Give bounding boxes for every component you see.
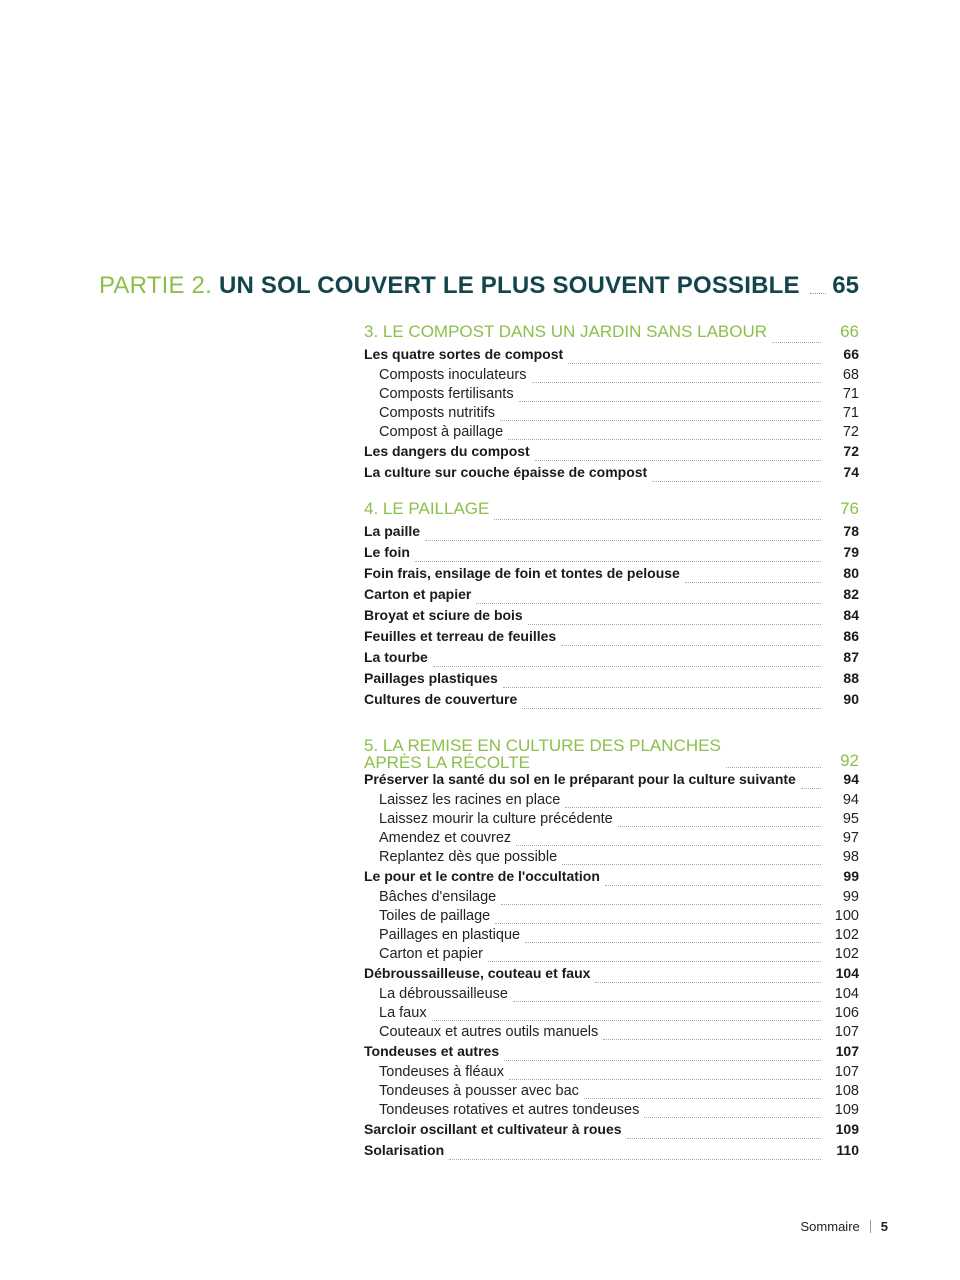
entry-page-number: 90 [843, 691, 859, 707]
dot-leader [568, 363, 821, 364]
toc-entry[interactable] [364, 464, 859, 485]
chapter-title: 3. LE COMPOST DANS UN JARDIN SANS LABOUR [364, 322, 768, 341]
dot-leader [726, 767, 821, 768]
entry-page-number: 107 [834, 1024, 859, 1040]
dot-leader [652, 481, 821, 482]
entry-title: Toiles de paillage [379, 908, 491, 924]
chapter-title-line: 5. LA REMISE EN CULTURE DES PLANCHES [364, 736, 721, 755]
toc-subentry[interactable] [364, 792, 859, 811]
dot-leader [810, 293, 827, 294]
dot-leader [644, 1117, 821, 1118]
toc-subentry[interactable] [364, 811, 859, 830]
chapter-page-number: 92 [840, 751, 859, 770]
entry-title: Cultures de couverture [364, 691, 518, 707]
footer-page-number: 5 [880, 1219, 888, 1234]
toc-subentry[interactable] [364, 405, 859, 424]
entry-title: Replantez dès que possible [379, 849, 558, 865]
entry-title: Le pour et le contre de l'occultation [364, 868, 600, 884]
entry-title: Foin frais, ensilage de foin et tontes de pelouse [364, 565, 680, 581]
entry-title: Broyat et sciure de bois [364, 607, 523, 623]
entry-page-number: 100 [834, 908, 859, 924]
entry-page-number: 107 [834, 1064, 859, 1080]
dot-leader [535, 460, 821, 461]
footer-separator [870, 1220, 871, 1233]
entry-title: Paillages plastiques [364, 670, 498, 686]
entry-title: Paillages en plastique [379, 927, 521, 943]
dot-leader [562, 864, 821, 865]
entry-page-number: 99 [843, 868, 859, 884]
toc-subentry[interactable] [364, 1083, 859, 1102]
dot-leader [603, 1039, 821, 1040]
dot-leader [519, 401, 821, 402]
toc-entry[interactable] [364, 346, 859, 367]
dot-leader [433, 666, 821, 667]
entry-page-number: 97 [842, 830, 859, 846]
entry-title: La faux [379, 1005, 427, 1021]
dot-leader [432, 1020, 821, 1021]
entry-page-number: 109 [834, 1102, 859, 1118]
toc-subentry[interactable] [364, 1024, 859, 1043]
dot-leader [595, 982, 821, 983]
dot-leader [509, 1079, 821, 1080]
toc-subentry[interactable] [364, 908, 859, 927]
toc-subentry[interactable] [364, 927, 859, 946]
part-label: PARTIE 2. [99, 272, 212, 299]
dot-leader [508, 439, 821, 440]
entry-title: Préserver la santé du sol en le préparant pour la culture suivante [364, 771, 796, 787]
dot-leader [516, 845, 821, 846]
toc-chapter-4 [364, 499, 859, 712]
entry-page-number: 94 [843, 771, 859, 787]
entry-page-number: 71 [842, 386, 859, 402]
entry-title: Composts inoculateurs [379, 367, 527, 383]
entry-title: Compost à paillage [379, 424, 504, 440]
part-heading [99, 272, 859, 300]
toc-entry[interactable] [364, 1121, 859, 1142]
entry-page-number: 74 [843, 464, 859, 480]
entry-title: Débroussailleuse, couteau et faux [364, 965, 591, 981]
entry-title: Tondeuses et autres [364, 1043, 500, 1059]
dot-leader [504, 1060, 821, 1061]
dot-leader [685, 582, 821, 583]
toc-entry[interactable] [364, 771, 859, 792]
footer-section: Sommaire [800, 1219, 860, 1234]
toc-entry[interactable] [364, 1043, 859, 1064]
toc-entry[interactable] [364, 691, 859, 712]
entry-title: Sarcloir oscillant et cultivateur à roues [364, 1121, 622, 1137]
part-page-number: 65 [832, 272, 859, 299]
chapter-heading[interactable] [364, 727, 859, 771]
entry-page-number: 80 [843, 565, 859, 581]
entry-page-number: 88 [843, 670, 859, 686]
entry-page-number: 104 [835, 965, 859, 981]
toc-entry[interactable] [364, 649, 859, 670]
entry-title: Les dangers du compost [364, 443, 530, 459]
entry-page-number: 106 [834, 1005, 859, 1021]
chapter-title [364, 737, 721, 771]
entry-title: La débroussailleuse [379, 986, 508, 1002]
dot-leader [627, 1138, 821, 1139]
dot-leader [425, 540, 821, 541]
toc-entry[interactable] [364, 523, 859, 544]
toc-entry[interactable] [364, 586, 859, 607]
entry-page-number: 110 [836, 1142, 859, 1158]
dot-leader [584, 1098, 821, 1099]
dot-leader [494, 519, 821, 520]
dot-leader [503, 687, 821, 688]
entry-page-number: 94 [842, 792, 859, 808]
entry-title: Feuilles et terreau de feuilles [364, 628, 557, 644]
toc-entry[interactable] [364, 1142, 859, 1163]
toc-subentry[interactable] [364, 830, 859, 849]
chapter-page-number: 76 [840, 499, 859, 518]
dot-leader [772, 342, 821, 343]
chapter-heading[interactable] [364, 322, 859, 346]
toc-entry[interactable] [364, 607, 859, 628]
toc-subentry[interactable] [364, 1064, 859, 1083]
toc-subentry[interactable] [364, 849, 859, 868]
toc-subentry[interactable] [364, 889, 859, 908]
dot-leader [801, 788, 821, 789]
chapter-title: 4. LE PAILLAGE [364, 499, 490, 518]
entry-title: Carton et papier [364, 586, 472, 602]
toc-entry[interactable] [364, 565, 859, 586]
entry-page-number: 107 [835, 1043, 859, 1059]
entry-page-number: 79 [843, 544, 859, 560]
entry-title: Tondeuses à fléaux [379, 1064, 504, 1080]
toc-entry[interactable] [364, 443, 859, 464]
dot-leader [605, 885, 821, 886]
toc-subentry[interactable] [364, 424, 859, 443]
entry-page-number: 71 [842, 405, 859, 421]
dot-leader [565, 807, 821, 808]
dot-leader [501, 904, 821, 905]
entry-page-number: 109 [835, 1121, 859, 1137]
page-footer [801, 1219, 888, 1234]
dot-leader [476, 603, 821, 604]
dot-leader [561, 645, 821, 646]
entry-page-number: 104 [834, 986, 859, 1002]
entry-title: Amendez et couvrez [379, 830, 512, 846]
entry-page-number: 102 [834, 927, 859, 943]
dot-leader [528, 624, 821, 625]
dot-leader [449, 1159, 821, 1160]
entry-title: Tondeuses à pousser avec bac [379, 1083, 579, 1099]
toc-entry[interactable] [364, 544, 859, 565]
dot-leader [488, 961, 821, 962]
entry-page-number: 99 [842, 889, 859, 905]
entry-title: Bâches d'ensilage [379, 889, 497, 905]
toc-chapter-5 [364, 727, 859, 1163]
entry-title: Le foin [364, 544, 410, 560]
part-title: UN SOL COUVERT LE PLUS SOUVENT POSSIBLE [218, 272, 800, 299]
toc-subentry[interactable] [364, 946, 859, 965]
toc-entry[interactable] [364, 628, 859, 649]
dot-leader [513, 1001, 821, 1002]
entry-page-number: 78 [843, 523, 859, 539]
dot-leader [618, 826, 821, 827]
toc-subentry[interactable] [364, 367, 859, 386]
entry-page-number: 102 [834, 946, 859, 962]
toc-subentry[interactable] [364, 1102, 859, 1121]
toc-entry[interactable] [364, 670, 859, 691]
entry-title: Laissez les racines en place [379, 792, 561, 808]
toc-subentry[interactable] [364, 386, 859, 405]
chapter-page-number: 66 [840, 322, 859, 341]
toc-entry[interactable] [364, 965, 859, 986]
toc-entry[interactable] [364, 868, 859, 889]
dot-leader [415, 561, 821, 562]
entry-page-number: 84 [843, 607, 859, 623]
entry-page-number: 82 [843, 586, 859, 602]
entry-title: Tondeuses rotatives et autres tondeuses [379, 1102, 640, 1118]
entry-title: Composts nutritifs [379, 405, 496, 421]
toc-subentry[interactable] [364, 1005, 859, 1024]
chapter-title-line: APRÈS LA RÉCOLTE [364, 753, 530, 772]
entry-page-number: 66 [843, 346, 859, 362]
dot-leader [525, 942, 821, 943]
entry-title: Composts fertilisants [379, 386, 514, 402]
dot-leader [522, 708, 821, 709]
entry-title: La culture sur couche épaisse de compost [364, 464, 648, 480]
entry-title: La paille [364, 523, 421, 539]
entry-page-number: 108 [834, 1083, 859, 1099]
entry-title: Laissez mourir la culture précédente [379, 811, 613, 827]
entry-title: Solarisation [364, 1142, 445, 1158]
entry-title: La tourbe [364, 649, 428, 665]
dot-leader [532, 382, 822, 383]
entry-page-number: 87 [843, 649, 859, 665]
dot-leader [495, 923, 821, 924]
entry-page-number: 98 [842, 849, 859, 865]
chapter-heading[interactable] [364, 499, 859, 523]
entry-title: Les quatre sortes de compost [364, 346, 564, 362]
entry-title: Carton et papier [379, 946, 483, 962]
entry-page-number: 68 [842, 367, 859, 383]
entry-title: Couteaux et autres outils manuels [379, 1024, 599, 1040]
dot-leader [500, 420, 821, 421]
entry-page-number: 86 [843, 628, 859, 644]
toc-chapter-3 [364, 322, 859, 485]
toc-subentry[interactable] [364, 986, 859, 1005]
entry-page-number: 95 [842, 811, 859, 827]
entry-page-number: 72 [842, 424, 859, 440]
entry-page-number: 72 [843, 443, 859, 459]
